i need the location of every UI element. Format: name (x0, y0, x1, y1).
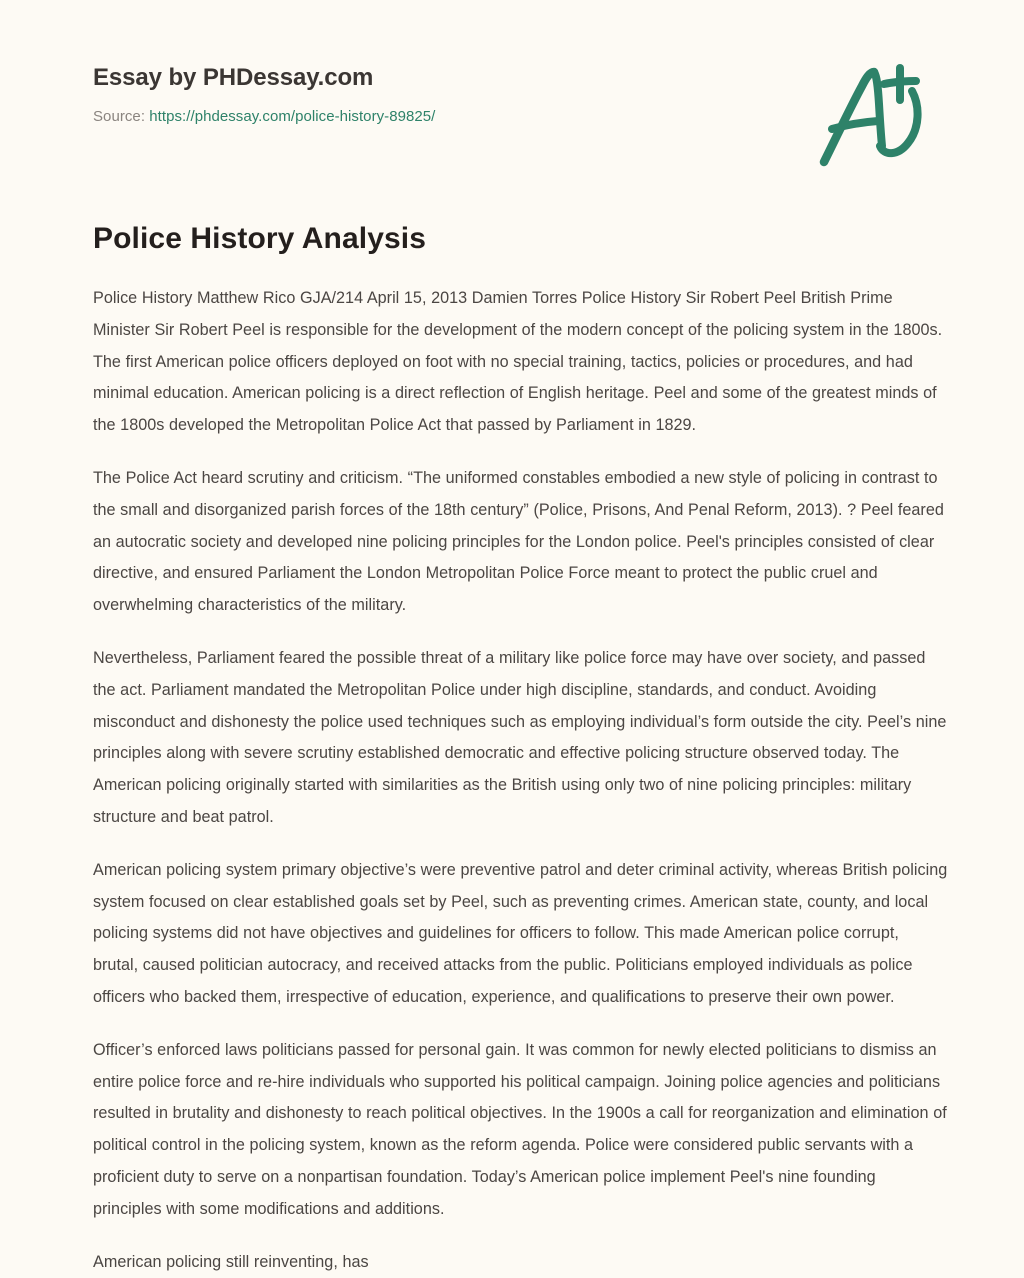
a-plus-logo (812, 58, 932, 173)
paragraph: American policing still reinventing, has (93, 1252, 369, 1271)
paragraph: American policing system primary objective’s were preventive patrol and deter criminal activity, whereas British policing system focused on clear established goals set by Peel, such as preventing crimes. American state, county, and local policing systems did not have objectives and guidelines for officers to follow. This made American police corrupt, brutal, caused politician autocracy, and received attacks from the public. Politicians employed individuals as police officers who backed them, irrespective of education, experience, and qualifications to preserve their own power. (93, 860, 948, 1006)
a-plus-logo-icon (812, 58, 932, 173)
source-label: Source: (93, 108, 146, 125)
paragraph: Officer’s enforced laws politicians passed for personal gain. It was common for newly elected politicians to dismiss an entire police force and re-hire individuals who supported his political campaign. Joining police agencies and politicians resulted in brutality and dishonesty to reach political objectives. In the 1900s a call for reorganization and elimination of political control in the policing system, known as the reform agenda. Police were considered public servants with a proficient duty to serve on a nonpartisan foundation. Today’s American police implement Peel's nine founding principles with some modifications and additions. (93, 1040, 947, 1218)
page-title: Police History Analysis (93, 222, 426, 255)
paragraph: Police History Matthew Rico GJA/214 April 15, 2013 Damien Torres Police History Sir Robert Peel British Prime Minister Sir Robert Peel is responsible for the development of the modern concept of the policing system in the 1800s. The first American police officers deployed on foot with no special training, tactics, policies or procedures, and had minimal education. American policing is a direct reflection of English heritage. Peel and some of the greatest minds of the 1800s developed the Metropolitan Police Act that passed by Parliament in 1829. (93, 289, 943, 435)
brand-title: Essay by PHDessay.com (93, 64, 374, 91)
paragraph: The Police Act heard scrutiny and criticism. “The uniformed constables embodied a new style of policing in contrast to the small and disorganized parish forces of the 18th century” (Police, Prisons, And Penal Reform, 2013). ? Peel feared an autocratic society and developed nine policing principles for the London police. Peel's principles consisted of clear directive, and ensured Parliament the London Metropolitan Police Force meant to protect the public cruel and overwhelming characteristics of the military. (93, 468, 944, 615)
essay-body (93, 283, 948, 1278)
source-url-link[interactable]: https://phdessay.com/police-history-89825/ (149, 108, 436, 125)
paragraph: Nevertheless, Parliament feared the possible threat of a military like police force may have over society, and passed the act. Parliament mandated the Metropolitan Police under high discipline, standards, and conduct. Avoiding misconduct and dishonesty the police used techniques such as employing individual’s form outside the city. Peel’s nine principles along with severe scrutiny established democratic and effective policing structure observed today. The American policing originally started with similarities as the British using only two of nine policing principles: military structure and beat patrol. (93, 648, 947, 826)
